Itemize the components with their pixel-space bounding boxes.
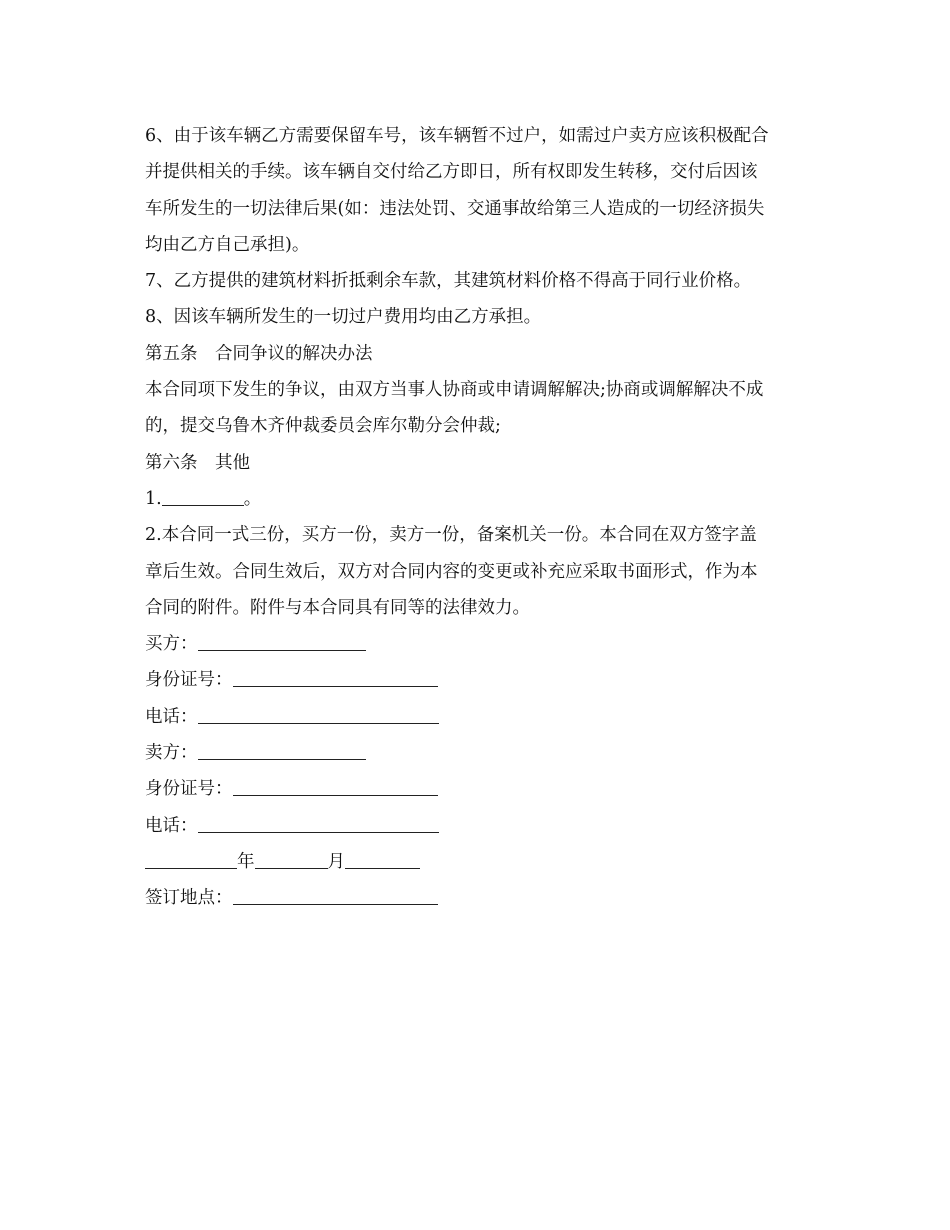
article-5-body-line-2: 的，提交乌鲁木齐仲裁委员会库尔勒分会仲裁; xyxy=(145,416,501,437)
month-label: 月 xyxy=(327,851,345,872)
seller-id-blank[interactable] xyxy=(233,777,438,796)
seller-phone-blank[interactable] xyxy=(198,814,439,833)
article-6-item-2-line-3: 合同的附件。附件与本合同具有同等的法律效力。 xyxy=(145,597,530,618)
item-1-prefix: 1. xyxy=(145,488,162,509)
clause-8: 8、因该车辆所发生的一切过户费用均由乙方承担。 xyxy=(145,307,542,328)
article-6-item-2-line-2: 章后生效。合同生效后，双方对合同内容的变更或补充应采取书面形式，作为本 xyxy=(145,561,758,582)
year-blank[interactable] xyxy=(145,850,237,869)
signing-place-field xyxy=(145,880,815,916)
clause-6-line-4: 均由乙方自己承担)。 xyxy=(145,234,310,255)
seller-label: 卖方： xyxy=(145,743,198,764)
article-6-item-1 xyxy=(145,481,815,517)
buyer-phone-blank[interactable] xyxy=(198,705,439,724)
buyer-blank[interactable] xyxy=(198,632,366,651)
date-field xyxy=(145,844,815,880)
article-5-heading: 第五条 合同争议的解决办法 xyxy=(145,343,373,364)
buyer-id-label: 身份证号： xyxy=(145,670,233,691)
seller-field xyxy=(145,735,815,771)
buyer-phone-label: 电话： xyxy=(145,706,198,727)
item-1-suffix: 。 xyxy=(243,488,262,509)
seller-blank[interactable] xyxy=(198,741,366,760)
day-blank[interactable] xyxy=(345,850,420,869)
contract-text xyxy=(145,118,815,917)
buyer-id-field xyxy=(145,662,815,698)
buyer-field xyxy=(145,626,815,662)
clause-6-line-1: 6、由于该车辆乙方需要保留车号，该车辆暂不过户，如需过户卖方应该积极配合 xyxy=(145,126,769,146)
article-5-body-line-1: 本合同项下发生的争议，由双方当事人协商或申请调解解决;协商或调解解决不成 xyxy=(145,380,764,401)
clause-6-line-3: 车所发生的一切法律后果(如：违法处罚、交通事故给第三人造成的一切经济损失 xyxy=(145,198,765,219)
month-blank[interactable] xyxy=(255,850,328,869)
buyer-id-blank[interactable] xyxy=(233,668,438,687)
article-6-item-2-line-1: 2.本合同一式三份，买方一份，卖方一份，备案机关一份。本合同在双方签字盖 xyxy=(145,525,757,546)
year-label: 年 xyxy=(237,851,255,872)
signing-place-blank[interactable] xyxy=(233,886,438,905)
clause-7: 7、乙方提供的建筑材料折抵剩余车款，其建筑材料价格不得高于同行业价格。 xyxy=(145,271,752,292)
signing-place-label: 签订地点： xyxy=(145,888,233,909)
buyer-phone-field xyxy=(145,699,815,735)
seller-id-label: 身份证号： xyxy=(145,779,233,800)
seller-id-field xyxy=(145,771,815,807)
seller-phone-field xyxy=(145,808,815,844)
clause-6-line-2: 并提供相关的手续。该车辆自交付给乙方即日，所有权即发生转移，交付后因该 xyxy=(145,162,758,183)
buyer-label: 买方： xyxy=(145,634,198,655)
item-1-blank[interactable] xyxy=(162,487,244,506)
seller-phone-label: 电话： xyxy=(145,815,198,836)
article-6-heading: 第六条 其他 xyxy=(145,452,250,473)
